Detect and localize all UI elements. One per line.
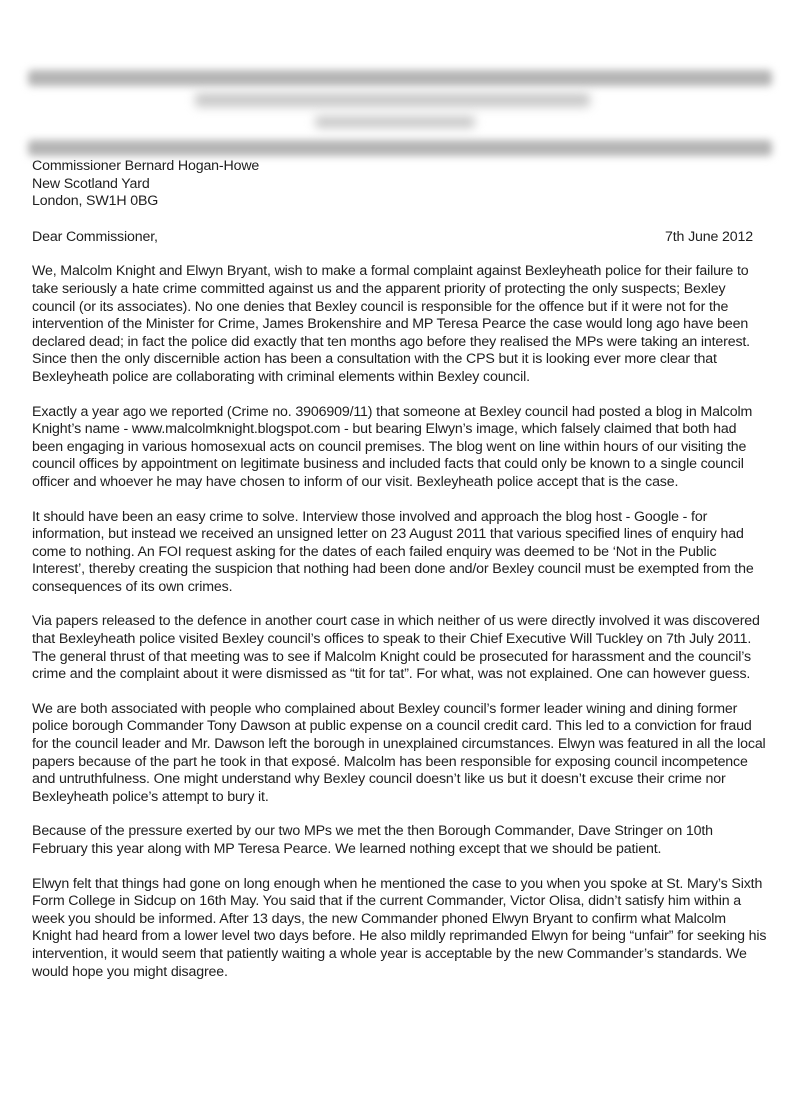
recipient-name: Commissioner Bernard Hogan-Howe (32, 158, 260, 174)
salutation-row (32, 229, 768, 247)
letterhead-rule-top (28, 70, 772, 86)
paragraph-mp-meeting: Because of the pressure exerted by our two MPs we met the then Borough Commander, Dave Stringer on 10th February this year along with MP Teresa Pearce. We learned nothing except that we should be patient. (32, 823, 713, 857)
recipient-address (32, 158, 768, 211)
letter-date: 7th June 2012 (665, 228, 753, 245)
paragraph-complaint: We, Malcolm Knight and Elwyn Bryant, wish to make a formal complaint against Bexleyheath police for their failure to take seriously a hate crime committed against us and the apparent priority of protecting the only suspects; Bexley council (or its associates). No one denies that Bexley council is responsible for the offence but if it were not for the intervention of the Minister for Crime, James Brokenshire and MP Teresa Pearce the case would long ago have been declared dead; in fact the police did exactly that ten months ago before they realised the MPs were taking an interest. Since then the only discernible action has been a consultation with the CPS but it is looking ever more clear that Bexleyheath police are collaborating with criminal elements within Bexley council. (32, 263, 750, 385)
paragraph-crime-report: Exactly a year ago we reported (Crime no. 3906909/11) that someone at Bexley council had posted a blog in Malcolm Knight’s name - www.malcolmknight.blogspot.com - but bearing Elwyn’s image, which falsely claimed that both had been engaging in various homosexual acts on council premises. The blog went on line within hours of our visiting the council offices by appointment on legitimate business and included facts that could only be known to a single council officer and whoever he may have chosen to inform of our visit. Bexleyheath police accept that is the case. (32, 403, 753, 490)
recipient-address-line-2: London, SW1H 0BG (32, 193, 159, 210)
paragraph-investigation: It should have been an easy crime to solve. Interview those involved and approach the blog host - Google - for information, but instead we received an unsigned letter on 23 August 2011 that various specified lines of enquiry had come to nothing. An FOI request asking for the dates of each failed enquiry was deemed to be ‘Not in the Public Interest’, thereby creating the suspicion that nothing had been done and/or Bexley council must be exempted from the consequences of its own crimes. (32, 508, 754, 595)
letter-body (32, 158, 768, 981)
letterhead-address-blurred (195, 93, 590, 107)
salutation: Dear Commissioner, (32, 228, 158, 245)
letterhead-rule-bottom (28, 140, 772, 156)
paragraph-court-papers: Via papers released to the defence in another court case in which neither of us were directly involved it was discovered that Bexleyheath police visited Bexley council’s offices to speak to their Chief Executive Will Tuckley on 7th July 2011. The general thrust of that meeting was to see if Malcolm Knight could be prosecuted for harassment and the council’s crime and the complaint about it were dismissed as “tit for tat”. For what, was not explained. One can however guess. (32, 613, 760, 683)
redacted-letterhead (0, 0, 800, 150)
paragraph-commander-contact: Elwyn felt that things had gone on long enough when he mentioned the case to you when you spoke at St. Mary’s Sixth Form College in Sidcup on 16th May. You said that if the current Commander, Victor Olisa, didn’t satisfy him within a week you should be informed. After 13 days, the new Commander phoned Elwyn Bryant to confirm what Malcolm Knight had heard from a lower level two days before. He also mildly reprimanded Elwyn for being “unfair” for seeking his intervention, it would seem that patiently waiting a whole year is acceptable by the new Commander’s standards. We would hope you might disagree. (32, 875, 767, 980)
recipient-address-line-1: New Scotland Yard (32, 175, 150, 192)
letterhead-phone-blurred (315, 116, 475, 128)
paragraph-background: We are both associated with people who complained about Bexley council’s former leader wining and dining former police borough Commander Tony Dawson at public expense on a council credit card. This led to a conviction for fraud for the council leader and Mr. Dawson left the borough in unexplained circumstances. Elwyn was featured in all the local papers because of the part he took in that exposé. Malcolm has been responsible for exposing council incompetence and untruthfulness. One might understand why Bexley council doesn’t like us but it doesn’t excuse their crime nor Bexleyheath police’s attempt to bury it. (32, 700, 766, 805)
